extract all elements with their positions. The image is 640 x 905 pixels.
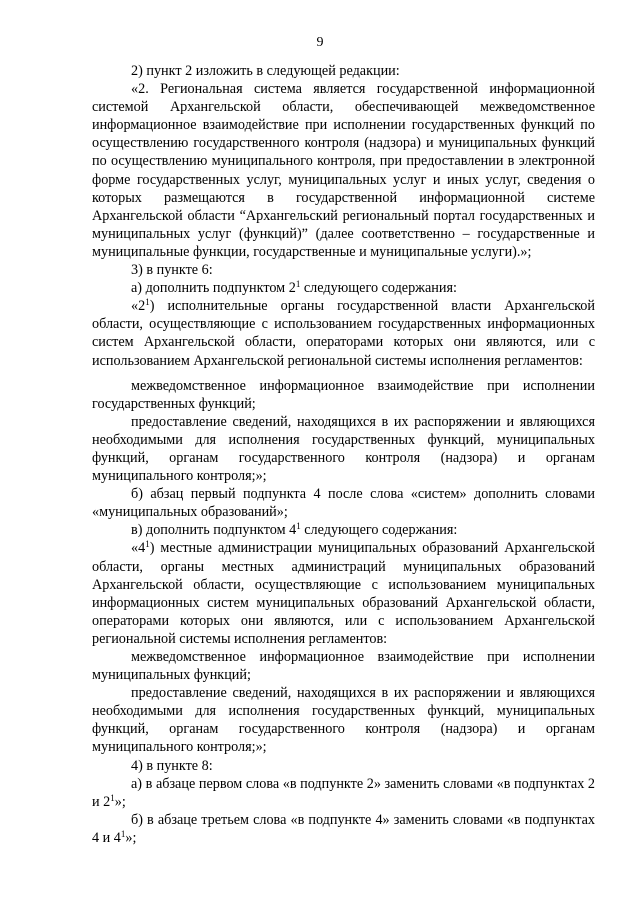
paragraph-item-2: 2) пункт 2 изложить в следующей редакции: [131, 63, 400, 79]
page-number: 9 [316, 35, 324, 50]
text-fragment: ) местные администрации муниципальных образований Архангельской области, органы местных администраций муниципальных образований Архангельской области, осуществляющие с использованием муниципальных информационных систем муниципальных образований Архангельской области, операторами которых они являются, или с использованием Архангельской региональной системы исполнения регламентов: [92, 540, 595, 647]
text-fragment: «2 [131, 298, 146, 315]
text-fragment: «4 [131, 540, 146, 557]
superscript: 1 [145, 539, 150, 550]
paragraph-subitem-3b: б) абзац первый подпункта 4 после слова «систем» дополнить словами «муниципальных образований»; [92, 486, 595, 521]
paragraph-item-3: 3) в пункте 6: [131, 262, 213, 279]
paragraph-interaction-state: межведомственное информационное взаимодействие при исполнении государственных функций; [92, 377, 595, 412]
superscript: 1 [295, 279, 301, 290]
text-fragment: а) в абзаце первом слова «в подпункте 2» заменить словами «в подпунктах 2 и 2 [92, 775, 595, 810]
text-fragment: а) дополнить подпунктом 2 [131, 280, 296, 297]
superscript: 1 [120, 828, 126, 839]
paragraph-subitem-3a [92, 279, 595, 297]
document-body [92, 62, 595, 847]
paragraph-quoted-item-2: «2. Региональная система является государственной информационной системой Архангельской области, обеспечивающей межведомственное информационное взаимодействие при исполнении государственных функций по осуществлению государственного контроля (надзора) и муниципальных функций по осуществлению муниципального контроля, при предоставлении в электронной форме государственных услуг, муниципальных услуг и иных услуг, сведения о которых размещаются в государственной информационной системе Архангельской области “Архангельский региональный портал государственных и муниципальных услуг (функций)” (далее соответственно – государственные и муниципальные функции, государственные и муниципальные услуги).»; [92, 81, 595, 260]
superscript: 1 [296, 521, 301, 532]
paragraph-quoted-subitem-2-1 [92, 297, 595, 369]
paragraph-quoted-subitem-4-1 [92, 539, 595, 648]
paragraph-interaction-municipal: межведомственное информационное взаимодействие при исполнении муниципальных функций; [92, 649, 595, 684]
text-fragment: следующего содержания: [300, 280, 457, 297]
text-fragment: »; [125, 829, 137, 846]
paragraph-provision-state: предоставление сведений, находящихся в их распоряжении и являющихся необходимыми для исполнения государственных функций, муниципальных функций, органам государственного контроля (надзора) и органам муниципального контроля;»; [92, 413, 595, 485]
text-fragment: в) дополнить подпунктом 4 [131, 522, 297, 539]
paragraph-subitem-3v [92, 521, 595, 539]
paragraph-subitem-4b [92, 811, 595, 847]
paragraph-subitem-4a [92, 775, 595, 811]
paragraph-item-4: 4) в пункте 8: [131, 757, 213, 774]
text-fragment: ) исполнительные органы государственной власти Архангельской области, осуществляющие с использованием государственных информационных систем Архангельской области, операторами которых они являются, или с использованием Архангельской региональной системы исполнения регламентов: [92, 298, 595, 369]
text-fragment: »; [114, 793, 126, 810]
text-fragment: следующего содержания: [300, 522, 458, 539]
paragraph-provision-municipal: предоставление сведений, находящихся в их распоряжении и являющихся необходимыми для исполнения государственных функций, муниципальных функций, органам государственного контроля (надзора) и органам муниципального контроля;»; [92, 685, 595, 756]
superscript: 1 [110, 792, 115, 803]
superscript: 1 [145, 297, 150, 308]
text-fragment: б) в абзаце третьем слова «в подпункте 4» заменить словами «в подпунктах 4 и 4 [92, 811, 595, 846]
